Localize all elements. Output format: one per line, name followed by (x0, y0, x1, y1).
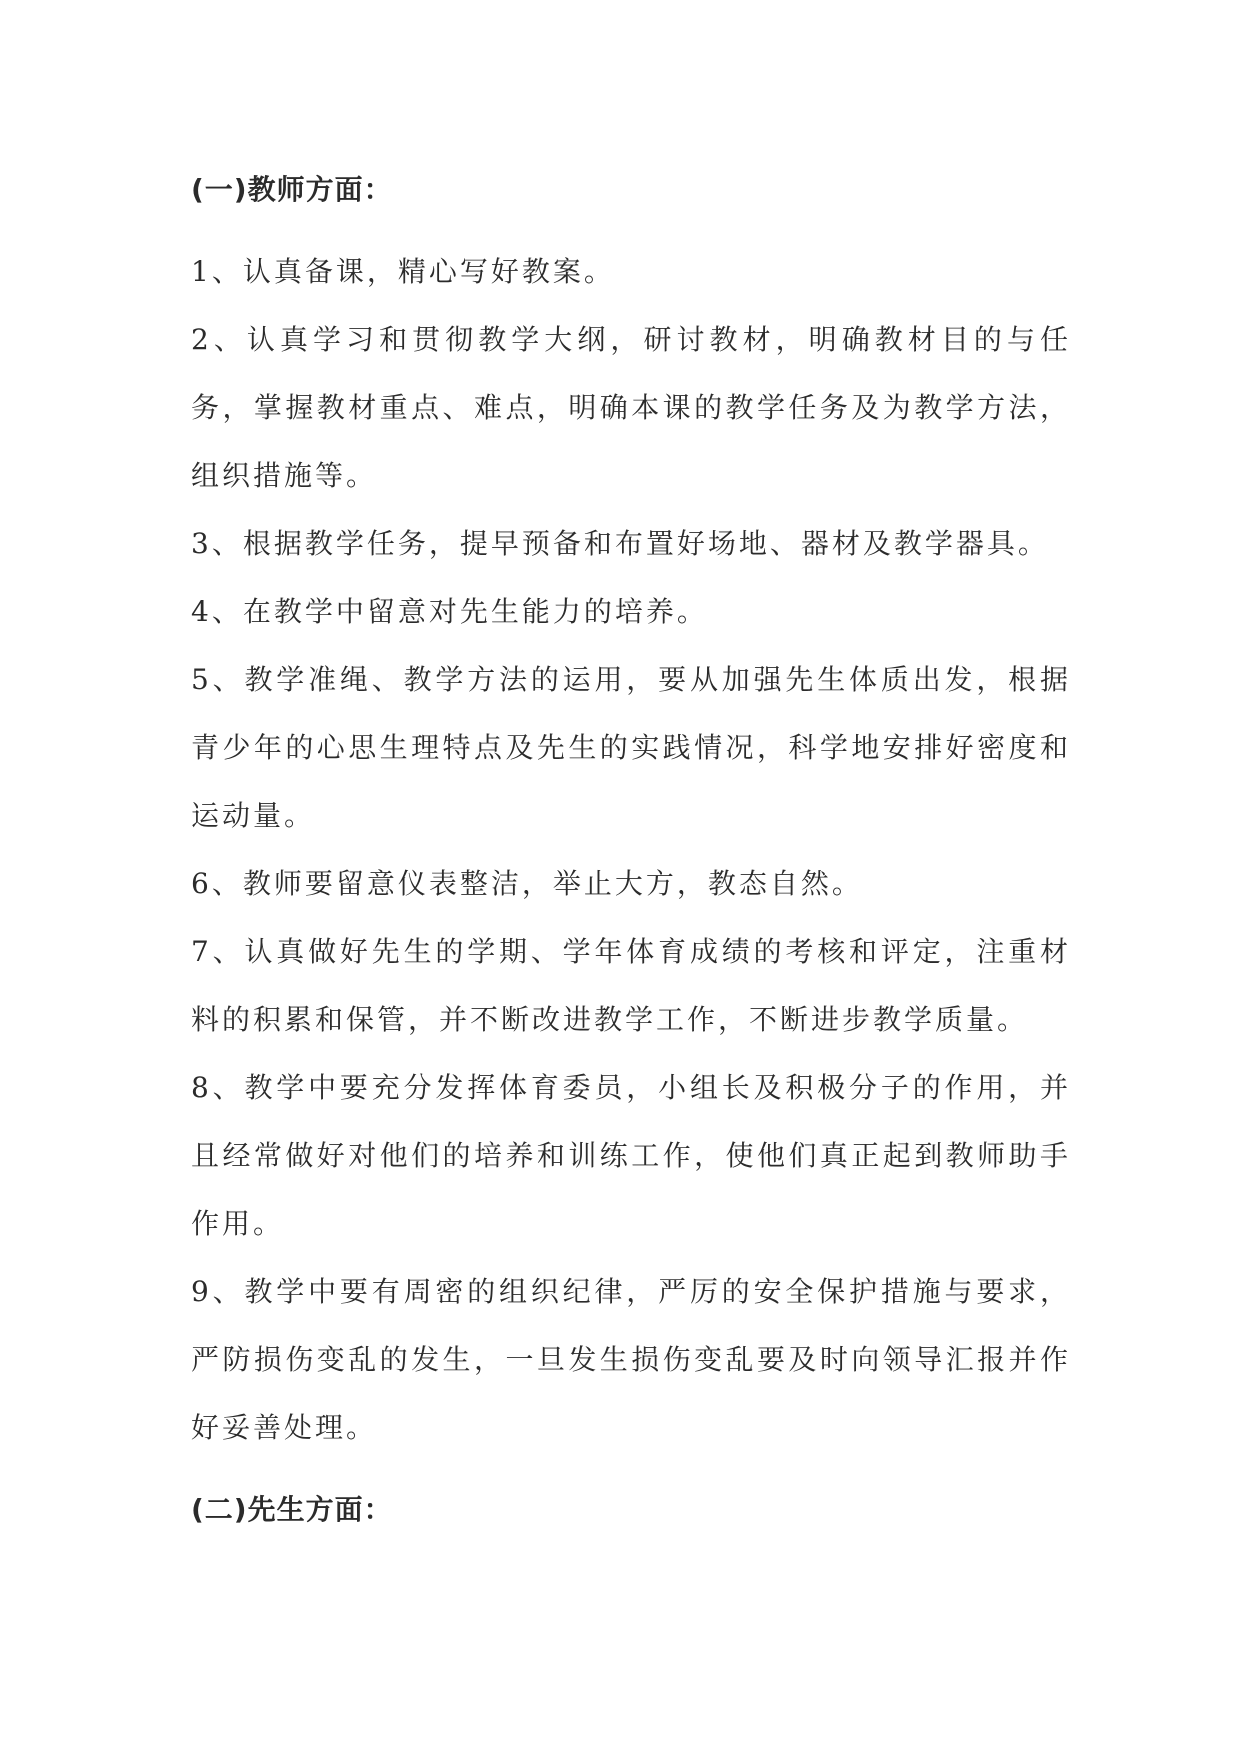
paragraph-item-7: 7、认真做好先生的学期、学年体育成绩的考核和评定，注重材料的积累和保管，并不断改进教学工作，不断进步教学质量。 (191, 935, 1071, 1036)
paragraph-item-8: 8、教学中要充分发挥体育委员，小组长及积极分子的作用，并且经常做好对他们的培养和训练工作，使他们真正起到教师助手作用。 (191, 1071, 1071, 1240)
section-heading-students: (二)先生方面： (191, 1493, 393, 1526)
paragraph-item-5: 5、教学准绳、教学方法的运用，要从加强先生体质出发，根据青少年的心思生理特点及先生的实践情况，科学地安排好密度和运动量。 (191, 663, 1071, 832)
paragraph-item-1: 1、认真备课，精心写好教案。 (191, 255, 615, 288)
paragraph-item-4: 4、在教学中留意对先生能力的培养。 (191, 595, 708, 628)
paragraph-item-9: 9、教学中要有周密的组织纪律，严厉的安全保护措施与要求，严防损伤变乱的发生，一旦发生损伤变乱要及时向领导汇报并作好妥善处理。 (191, 1275, 1071, 1444)
document-body (191, 156, 1071, 1544)
section-heading-teachers: (一)教师方面： (191, 173, 393, 206)
paragraph-item-2: 2、认真学习和贯彻教学大纲，研讨教材，明确教材目的与任务，掌握教材重点、难点，明确本课的教学任务及为教学方法，组织措施等。 (191, 323, 1071, 492)
paragraph-item-3: 3、根据教学任务，提早预备和布置好场地、器材及教学器具。 (191, 527, 1049, 560)
paragraph-item-6: 6、教师要留意仪表整洁，举止大方，教态自然。 (191, 867, 863, 900)
